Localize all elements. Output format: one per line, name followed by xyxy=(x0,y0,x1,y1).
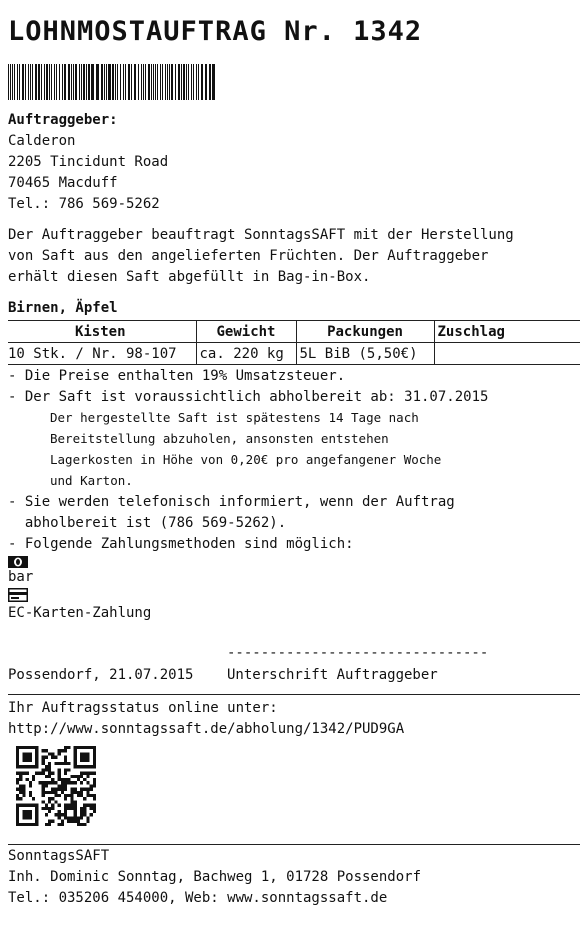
signature-line: ------------------------------- xyxy=(227,645,489,661)
status-url[interactable]: http://www.sonntagssaft.de/abholung/1342/PUD9GA xyxy=(8,721,405,737)
signature-label: Unterschrift Auftraggeber xyxy=(227,667,438,683)
fruit-types: Birnen, Äpfel xyxy=(8,300,118,316)
note-vat: - Die Preise enthalten 19% Umsatzsteuer. xyxy=(8,368,346,384)
client-name: Calderon xyxy=(8,133,76,149)
note-phone: - Sie werden telefonisch informiert, wenn der Auftrag xyxy=(8,494,455,510)
place-date: Possendorf, 21.07.2015 xyxy=(8,667,194,683)
footer-contact: Tel.: 035206 454000, Web: www.sonntagssaft.de xyxy=(8,890,388,906)
client-city: 70465 Macduff xyxy=(8,175,118,191)
column-header-surcharge: Zuschlag xyxy=(434,321,580,343)
note-phone: abholbereit ist (786 569-5262). xyxy=(8,515,287,531)
pickup-detail: Lagerkosten in Höhe von 0,20€ pro angefangener Woche xyxy=(50,452,442,467)
cell-surcharge xyxy=(434,343,580,365)
pickup-detail: Der hergestellte Saft ist spätestens 14 Tage nach xyxy=(50,410,419,425)
pickup-detail: Bereitstellung abzuholen, ansonsten entstehen xyxy=(50,431,389,446)
client-street: 2205 Tincidunt Road xyxy=(8,154,169,170)
table-row xyxy=(8,343,580,365)
pickup-detail: und Karton. xyxy=(50,473,133,488)
client-label: Auftraggeber: xyxy=(8,112,118,128)
payment-cash-label: bar xyxy=(8,569,34,585)
table-header-row xyxy=(8,321,580,343)
credit-card-icon xyxy=(8,588,28,602)
column-header-crates: Kisten xyxy=(8,321,196,343)
divider xyxy=(8,694,580,695)
cell-weight: ca. 220 kg xyxy=(196,343,296,365)
intro-line: erhält diesen Saft abgefüllt in Bag-in-Box. xyxy=(8,269,371,285)
divider xyxy=(8,844,580,845)
intro-line: Der Auftraggeber beauftragt SonntagsSAFT mit der Herstellung xyxy=(8,227,514,243)
note-payment: - Folgende Zahlungsmethoden sind möglich: xyxy=(8,536,354,552)
page-title: LOHNMOSTAUFTRAG Nr. 1342 xyxy=(8,16,423,47)
cell-crates: 10 Stk. / Nr. 98-107 xyxy=(8,343,196,365)
footer-owner: Inh. Dominic Sonntag, Bachweg 1, 01728 Possendorf xyxy=(8,869,422,885)
column-header-weight: Gewicht xyxy=(196,321,296,343)
order-table xyxy=(8,320,580,365)
note-pickup: - Der Saft ist voraussichtlich abholbereit ab: 31.07.2015 xyxy=(8,389,489,405)
client-phone: Tel.: 786 569-5262 xyxy=(8,196,160,212)
cell-packaging: 5L BiB (5,50€) xyxy=(296,343,434,365)
payment-card-label: EC-Karten-Zahlung xyxy=(8,605,152,621)
barcode-icon xyxy=(8,64,218,100)
footer-company: SonntagsSAFT xyxy=(8,848,110,864)
qr-code-icon xyxy=(16,746,96,826)
column-header-packaging: Packungen xyxy=(296,321,434,343)
intro-line: von Saft aus den angelieferten Früchten. Der Auftraggeber xyxy=(8,248,489,264)
status-text: Ihr Auftragsstatus online unter: xyxy=(8,700,278,716)
